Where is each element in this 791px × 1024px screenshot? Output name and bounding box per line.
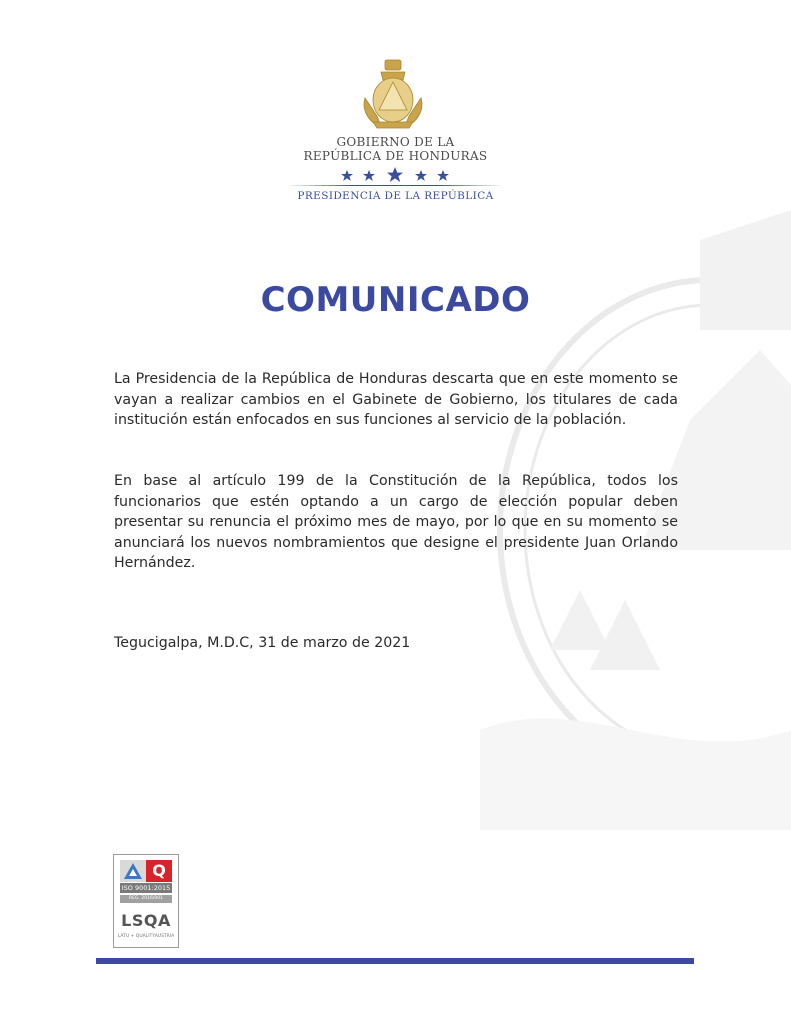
star-icon xyxy=(437,170,449,181)
iso-certification-badge xyxy=(113,854,179,948)
office-name: PRESIDENCIA DE LA REPÚBLICA xyxy=(297,190,494,202)
cert-brand: LSQA xyxy=(121,911,171,930)
paragraph-2: En base al artículo 199 de la Constitución de la República, todos los funcionarios que estén optando a un cargo de elección popular deben presentar su renuncia el próximo mes de mayo, por lo que en su momento se anunciará los nuevos nombramientos que designe el presidente Juan Orlando Hernández. xyxy=(114,473,678,572)
cert-registration: REG. 2016/001 xyxy=(120,895,172,903)
latu-triangle-icon xyxy=(120,860,146,882)
stars-row xyxy=(339,167,451,183)
dateline: Tegucigalpa, M.D.C, 31 de marzo de 2021 xyxy=(114,635,411,651)
quality-austria-q-icon: Q xyxy=(146,860,172,882)
star-icon xyxy=(363,170,375,181)
star-icon xyxy=(415,170,427,181)
star-icon xyxy=(387,167,403,182)
org-name-line2: REPÚBLICA DE HONDURAS xyxy=(303,149,488,163)
star-icon xyxy=(341,170,353,181)
cert-logo-row xyxy=(120,860,172,882)
paragraph-1: La Presidencia de la República de Honduras descarta que en este momento se vayan a realizar cambios en el Gabinete de Gobierno, los titulares de cada institución están enfocados en sus funciones al servicio de la población. xyxy=(114,371,678,429)
footer-bar xyxy=(96,958,694,964)
org-name-line1: GOBIERNO DE LA xyxy=(336,135,455,149)
document-title: COMUNICADO xyxy=(260,280,531,320)
coat-of-arms-logo xyxy=(359,58,427,130)
cert-tagline: LATU + QUALITYAUSTRIA xyxy=(117,934,175,939)
header-divider xyxy=(286,185,504,186)
cert-standard: ISO 9001:2015 xyxy=(121,884,171,892)
